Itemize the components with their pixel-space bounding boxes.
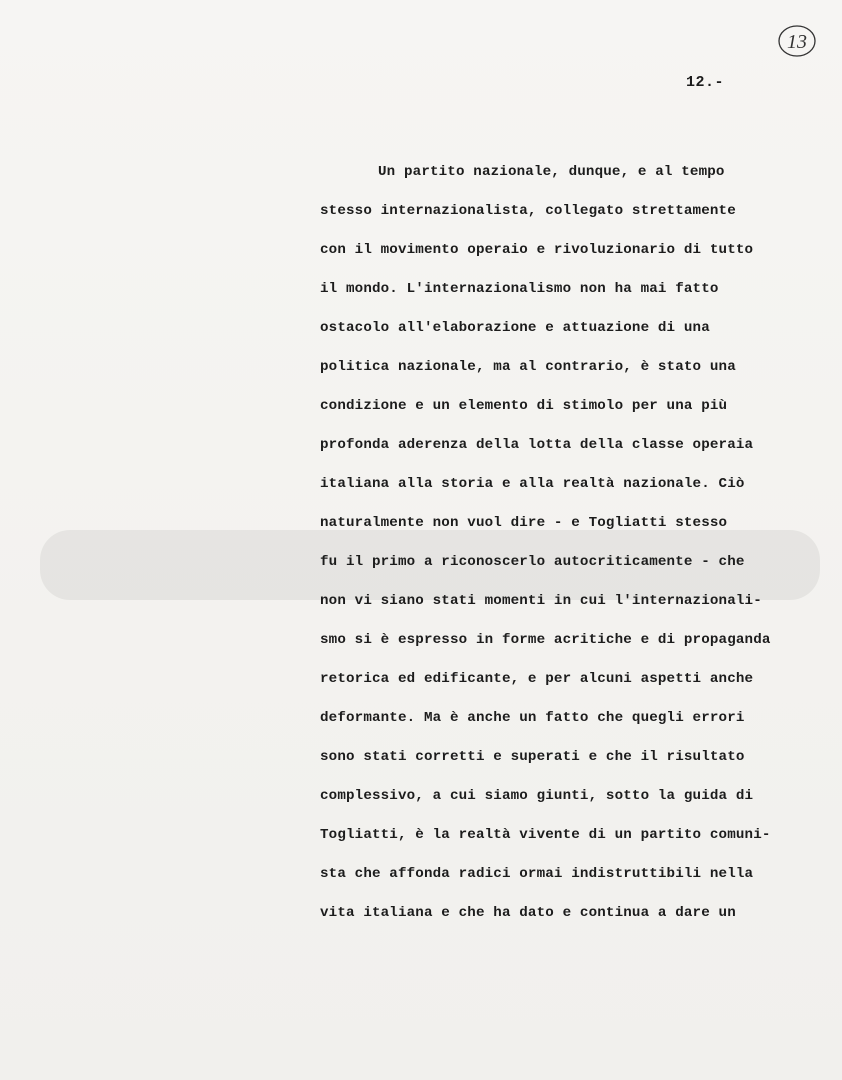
archive-number-text: 13 <box>787 31 807 53</box>
text-line: ostacolo all'elaborazione e attuazione di una <box>320 320 710 336</box>
text-line: complessivo, a cui siamo giunti, sotto la guida di <box>320 788 754 804</box>
archive-page-stamp <box>776 22 818 60</box>
text-line: sono stati corretti e superati e che il risultato <box>320 749 745 765</box>
text-line: condizione e un elemento di stimolo per una più <box>320 398 728 414</box>
text-line: retorica ed edificante, e per alcuni aspetti anche <box>320 671 754 687</box>
text-line: stesso internazionalista, collegato strettamente <box>320 203 736 219</box>
text-line: Un partito nazionale, dunque, e al tempo <box>378 164 725 180</box>
text-line: politica nazionale, ma al contrario, è stato una <box>320 359 736 375</box>
text-line: non vi siano stati momenti in cui l'internazionali- <box>320 593 762 609</box>
text-line: deformante. Ma è anche un fatto che quegli errori <box>320 710 745 726</box>
text-line: profonda aderenza della lotta della classe operaia <box>320 437 754 453</box>
page-number: 12.- <box>686 74 725 91</box>
text-line: Togliatti, è la realtà vivente di un partito comuni- <box>320 827 771 843</box>
text-line: il mondo. L'internazionalismo non ha mai fatto <box>320 281 719 297</box>
text-line: smo si è espresso in forme acritiche e di propaganda <box>320 632 771 648</box>
text-line: con il movimento operaio e rivoluzionario di tutto <box>320 242 754 258</box>
text-line: sta che affonda radici ormai indistruttibili nella <box>320 866 754 882</box>
text-line: fu il primo a riconoscerlo autocriticamente - che <box>320 554 745 570</box>
text-line: naturalmente non vuol dire - e Togliatti stesso <box>320 515 728 531</box>
text-line: vita italiana e che ha dato e continua a dare un <box>320 905 736 921</box>
text-line: italiana alla storia e alla realtà nazionale. Ciò <box>320 476 745 492</box>
